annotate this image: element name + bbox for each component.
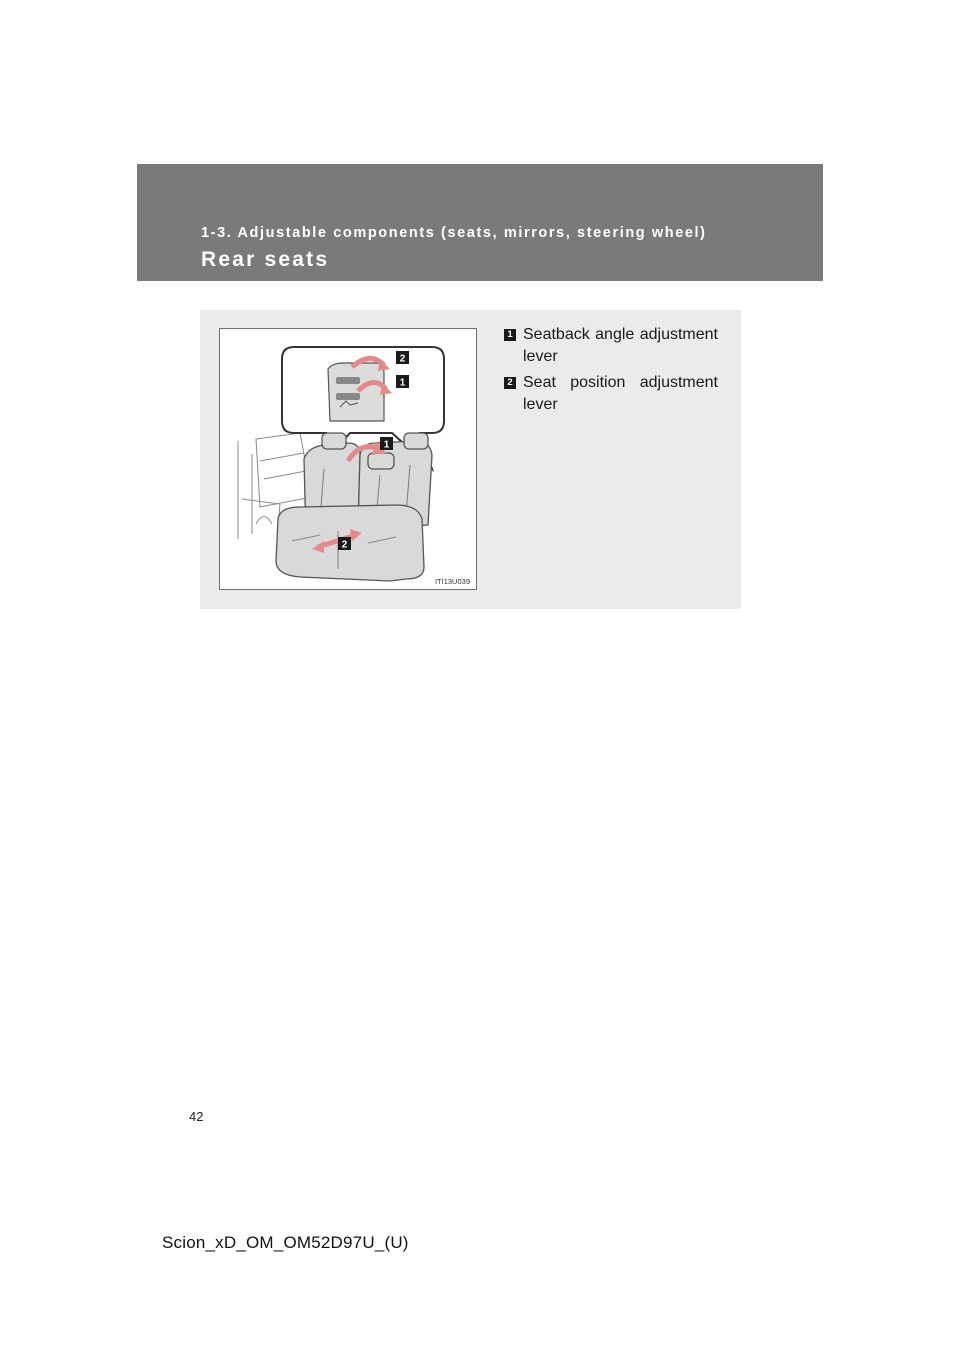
document-code: Scion_xD_OM_OM52D97U_(U) [162, 1233, 409, 1252]
legend-badge-2: 2 [504, 377, 516, 389]
page-title: Rear seats [201, 248, 330, 271]
rear-seat-illustration [219, 328, 477, 590]
callout-badge-1-seat [380, 437, 393, 451]
section-label: 1-3. Adjustable components (seats, mirrors, steering wheel) [201, 225, 707, 241]
content-panel [200, 310, 741, 609]
callout-badge-2-seat [338, 537, 351, 551]
legend-text-1: Seatback angle adjustment lever [523, 326, 718, 365]
figure-code: ITI13U039 [434, 577, 470, 586]
svg-text:2: 2 [399, 353, 406, 365]
legend [504, 324, 718, 420]
zoom-lever-lower [336, 393, 360, 400]
chapter-header [137, 164, 823, 281]
legend-item-2 [504, 372, 718, 416]
svg-text:1: 1 [399, 377, 406, 389]
legend-item-1 [504, 324, 718, 368]
callout-badge-1-top [396, 375, 409, 389]
svg-text:2: 2 [341, 539, 348, 551]
seat-drawing [220, 329, 477, 590]
callout-badge-2-top [396, 351, 409, 365]
legend-badge-1: 1 [504, 329, 516, 341]
zoom-seat-side [328, 363, 384, 421]
page-number: 42 [189, 1109, 204, 1124]
legend-text-2: Seat position adjustment lever [523, 374, 718, 413]
svg-text:1: 1 [383, 439, 390, 451]
zoom-lever-upper [336, 377, 360, 384]
